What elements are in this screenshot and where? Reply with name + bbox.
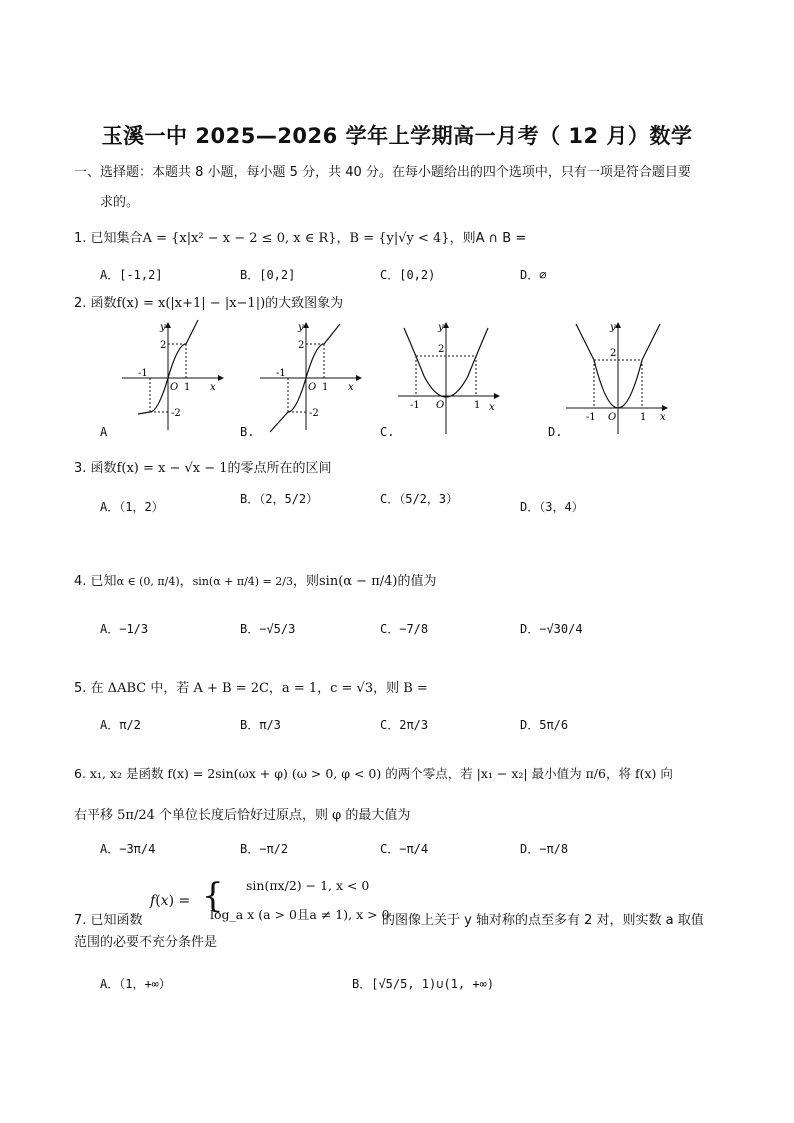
option-a: A．−1/3 [100, 622, 149, 636]
graph-option-c [394, 318, 504, 436]
x-axis-label: x [210, 382, 216, 393]
question-stem: 已知 [90, 574, 117, 589]
tick-label: -2 [171, 408, 181, 419]
option-b: B. [240, 425, 255, 439]
question-6 [74, 765, 673, 783]
origin-label: O [436, 400, 445, 411]
graph-option-a [118, 318, 228, 436]
question-number: 3. [74, 461, 87, 476]
option-a: A．（1，+∞） [100, 977, 171, 991]
graph-option-b [256, 318, 366, 436]
function-expression: f(x) = x(|x+1| − |x−1|) [116, 296, 266, 311]
question-stem-cont: 范围的必要不充分条件是 [74, 935, 218, 950]
question-number: 1. [74, 231, 87, 246]
tick-label: -1 [138, 368, 148, 379]
question-number: 2. [74, 296, 87, 311]
question-stem: 函数 [90, 296, 117, 311]
option-c: C．−7/8 [380, 622, 429, 636]
x-axis-label: x [348, 382, 354, 393]
y-axis-label: y [438, 322, 444, 333]
option-b: B．[0,2] [240, 268, 296, 282]
option-d: D．（3，4） [520, 500, 584, 514]
question-number: 6. [74, 766, 86, 781]
question-6-cont [74, 807, 410, 825]
tick-label: -1 [276, 368, 286, 379]
question-stem: 函数 [90, 461, 117, 476]
question-stem-suffix: 的零点所在的区间 [227, 461, 332, 476]
question-stem: 在 ΔABC 中，若 A + B = 2C，a = 1，c = √3，则 B = [90, 681, 428, 696]
option-c: C. [380, 425, 395, 439]
y-axis-label: y [610, 322, 616, 333]
question-stem: 已知集合 [90, 231, 143, 246]
tick-label: 2 [160, 340, 167, 351]
option-a: A [100, 425, 108, 439]
y-axis-label: y [160, 322, 166, 333]
option-d: D. [548, 425, 563, 439]
option-b: B．[√5/5, 1)∪(1, +∞) [352, 977, 495, 991]
condition-1: α ∈ (0, π/4) [116, 575, 180, 588]
option-d: D．∅ [520, 268, 547, 282]
origin-label: O [308, 382, 317, 393]
option-b: B．π/3 [240, 718, 281, 732]
question-stem-suffix: 的图像上关于 y 轴对称的点至多有 2 对，则实数 a 取值 [382, 913, 704, 928]
y-axis-label: y [298, 322, 304, 333]
option-c: C．−π/4 [380, 842, 429, 856]
x-axis-label: x [660, 412, 666, 423]
option-d: D．−√30/4 [520, 622, 583, 636]
origin-label: O [608, 412, 617, 423]
set-a: A = {x|x² − x − 2 ≤ 0, x ∈ R} [142, 231, 337, 246]
option-a: A．（1，2） [100, 500, 164, 514]
graph-option-d [562, 318, 672, 436]
question-stem-cont: 右平移 5π/24 个单位长度后恰好过原点，则 φ 的最大值为 [74, 808, 411, 823]
question-4: 4. 已知α ∈ (0, π/4)，sin(α + π/4) = 2/3，则sin(α − π/4)的值为 [74, 574, 437, 589]
origin-label: O [170, 382, 179, 393]
question-stem-suffix: 的大致图象为 [265, 296, 344, 311]
question-7-number [74, 912, 143, 930]
option-d: D．5π/6 [520, 718, 569, 732]
option-a: A．[-1,2] [100, 268, 163, 282]
piece-1: sin(πx/2) − 1, x < 0 [246, 878, 370, 893]
option-c: C．2π/3 [380, 718, 429, 732]
question-stem-suffix: 的值为 [397, 574, 437, 589]
question-stem-suffix: ，则A ∩ B = [449, 231, 527, 246]
page-title: 玉溪一中 2025—2026 学年上学期高一月考（ 12 月）数学 [101, 124, 693, 148]
question-3 [74, 460, 332, 478]
tick-label: -1 [586, 412, 596, 423]
piece-2: log_a x (a > 0且a ≠ 1), x > 0 [210, 907, 390, 922]
tick-label: 2 [610, 348, 617, 359]
tick-label: -2 [309, 408, 319, 419]
set-b: B = {y|√y < 4} [349, 231, 450, 246]
section-heading-cont: 求的。 [100, 195, 140, 210]
piecewise-brace: { [202, 876, 224, 916]
option-c: C．[0,2) [380, 268, 436, 282]
question-number: 4. [74, 574, 87, 589]
question-stem: x₁, x₂ 是函数 f(x) = 2sin(ωx + φ) (ω > 0, φ < 0) 的两个零点，若 |x₁ − x₂| 最小值为 π/6，将 f(x) 向 [89, 766, 673, 781]
expression: sin(α − π/4) [319, 574, 398, 589]
question-5 [74, 680, 428, 698]
option-d: D．−π/8 [520, 842, 569, 856]
question-stem: 已知函数 [90, 913, 143, 928]
option-a: A．−3π/4 [100, 842, 156, 856]
condition-2: sin(α + π/4) = 2/3 [192, 575, 293, 588]
tick-label: 1 [184, 382, 191, 393]
option-b: B．（2，5/2） [240, 492, 319, 506]
question-number: 5. [74, 681, 87, 696]
tick-label: 1 [474, 400, 481, 411]
tick-label: 1 [640, 412, 647, 423]
option-a: A．π/2 [100, 718, 141, 732]
function-expression: f(x) = x − √x − 1 [116, 461, 228, 476]
x-axis-label: x [489, 402, 495, 413]
tick-label: 2 [438, 344, 445, 355]
question-2 [74, 295, 343, 313]
tick-label: 1 [322, 382, 329, 393]
option-c: C．（5/2，3） [380, 492, 459, 506]
question-stem-mid: ，则 [292, 574, 319, 589]
section-heading: 一、选择题：本题共 8 小题，每小题 5 分，共 40 分。在每小题给出的四个选项中，只有一项是符合题目要 [74, 165, 691, 180]
tick-label: 2 [298, 340, 305, 351]
tick-label: -1 [410, 400, 420, 411]
option-b: B．−π/2 [240, 842, 289, 856]
option-b: B．−√5/3 [240, 622, 296, 636]
question-number: 7. [74, 913, 87, 928]
question-1: 1. 已知集合A = {x|x² − x − 2 ≤ 0, x ∈ R}，B = {y|√y < 4}，则A ∩ B = [74, 231, 527, 246]
piecewise-f-label: f(x) = [150, 893, 191, 909]
